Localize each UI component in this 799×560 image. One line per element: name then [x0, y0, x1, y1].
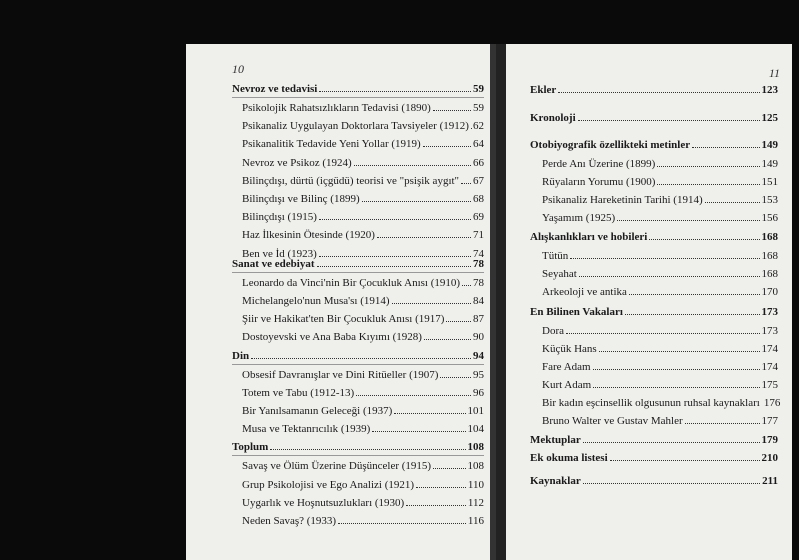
toc-item: [542, 249, 778, 263]
dot-leader: [461, 183, 471, 184]
toc-item: [542, 175, 778, 189]
dot-leader: [377, 237, 471, 238]
dot-leader: [570, 258, 759, 259]
page-ref: 179: [761, 434, 778, 446]
page-ref: 64: [473, 138, 484, 150]
page-ref: 174: [761, 343, 778, 355]
toc-item: [242, 422, 484, 436]
toc-item: [242, 330, 484, 344]
page-ref: 68: [473, 193, 484, 205]
toc-item: [542, 378, 778, 392]
dot-leader: [317, 266, 472, 267]
toc-item: [242, 137, 484, 151]
toc-item: [242, 210, 484, 224]
page-ref: 59: [473, 83, 484, 95]
section-title: Nevroz ve tedavisi: [232, 83, 318, 95]
toc-section: [530, 433, 778, 447]
page-ref: 110: [467, 479, 484, 491]
item-title: Bir kadın eşcinsellik olgusunun ruhsal kaynakları: [542, 397, 760, 409]
dot-leader: [319, 91, 471, 92]
left-page: [186, 44, 496, 560]
toc-item: [542, 360, 778, 374]
dot-leader: [599, 351, 760, 352]
toc-item: [542, 267, 778, 281]
page-ref: 67: [473, 175, 484, 187]
item-title: Rüyaların Yorumu (1900): [542, 176, 656, 188]
page-ref: 112: [467, 497, 484, 509]
toc-section: [530, 83, 778, 97]
item-title: Şiir ve Hakikat'ten Bir Çocukluk Anısı (1917): [242, 313, 445, 325]
dot-leader: [558, 92, 759, 93]
toc-section: [232, 349, 484, 363]
page-ref: 210: [761, 452, 778, 464]
toc-item: [242, 496, 484, 510]
toc-item: [242, 119, 484, 133]
toc-section: [530, 474, 778, 488]
page-ref: 174: [761, 361, 778, 373]
dot-leader: [433, 110, 471, 111]
page-ref: 84: [473, 295, 484, 307]
page-number: 10: [232, 62, 244, 76]
page-ref: 125: [761, 112, 778, 124]
dot-leader: [446, 321, 471, 322]
dot-leader: [579, 276, 760, 277]
toc-section: [530, 111, 778, 125]
page-ref: 123: [761, 84, 778, 96]
dot-leader: [372, 431, 465, 432]
toc-item: [242, 294, 484, 308]
toc-section: [232, 440, 484, 454]
toc-item: [542, 285, 778, 299]
item-title: Perde Anı Üzerine (1899): [542, 158, 656, 170]
dot-leader: [649, 239, 759, 240]
dot-leader: [578, 120, 760, 121]
page-ref: 149: [761, 139, 778, 151]
dot-leader: [416, 487, 466, 488]
page-ref: 211: [762, 475, 778, 487]
item-title: Bir Yanılsamanın Geleceği (1937): [242, 405, 393, 417]
toc-section: [530, 305, 778, 319]
section-title: Kronoloji: [530, 112, 576, 124]
dot-leader: [617, 220, 759, 221]
toc-item: [542, 157, 778, 171]
toc-section: [530, 230, 778, 244]
item-title: Bruno Walter ve Gustav Mahler: [542, 415, 683, 427]
item-title: Tütün: [542, 250, 569, 262]
toc-item: [242, 404, 484, 418]
item-title: Michelangelo'nun Musa'sı (1914): [242, 295, 390, 307]
toc-item: [242, 459, 484, 473]
toc-section: [530, 451, 778, 465]
section-rule: [232, 364, 484, 365]
page-ref: 116: [467, 515, 484, 527]
page-ref: 74: [473, 248, 484, 260]
item-title: Obsesif Davranışlar ve Dini Ritüeller (1907): [242, 369, 439, 381]
toc-item: [542, 324, 778, 338]
toc-item: [542, 414, 778, 428]
page-ref: 104: [467, 423, 484, 435]
dot-leader: [406, 505, 466, 506]
dot-leader: [338, 523, 466, 524]
dot-leader: [251, 358, 471, 359]
dot-leader: [705, 202, 760, 203]
page-ref: 108: [467, 441, 484, 453]
toc-item: [242, 386, 484, 400]
toc-item: [542, 211, 778, 225]
item-title: Arkeoloji ve antika: [542, 286, 627, 298]
section-title: Ekler: [530, 84, 557, 96]
page-ref: 66: [473, 157, 484, 169]
dot-leader: [583, 483, 760, 484]
page-ref: 90: [473, 331, 484, 343]
page-ref: 175: [761, 379, 778, 391]
toc-item: [542, 342, 778, 356]
section-rule: [232, 455, 484, 456]
page-ref: 168: [761, 268, 778, 280]
section-title: Toplum: [232, 441, 269, 453]
page-ref: 96: [473, 387, 484, 399]
page-ref: 173: [761, 325, 778, 337]
dot-leader: [440, 377, 471, 378]
toc-item: [242, 101, 484, 115]
dot-leader: [593, 387, 759, 388]
page-ref: 69: [473, 211, 484, 223]
dot-leader: [433, 468, 465, 469]
item-title: Psikanaliz Uygulayan Doktorlara Tavsiyeler (1912): [242, 120, 469, 132]
item-title: Ben ve İd (1923): [242, 248, 317, 260]
section-title: Otobiyografik özellikteki metinler: [530, 139, 691, 151]
toc-item: [242, 368, 484, 382]
item-title: Leonardo da Vinci'nin Bir Çocukluk Anısı (1910): [242, 277, 461, 289]
toc-item: [242, 514, 484, 528]
item-title: Seyahat: [542, 268, 577, 280]
section-title: Ek okuma listesi: [530, 452, 608, 464]
dot-leader: [362, 201, 471, 202]
toc-section: [232, 82, 484, 96]
section-title: Din: [232, 350, 250, 362]
item-title: Haz İlkesinin Ötesinde (1920): [242, 229, 375, 241]
toc-item: [542, 396, 781, 410]
page-ref: 95: [473, 369, 484, 381]
dot-leader: [356, 395, 471, 396]
page-number: 11: [768, 66, 780, 80]
dot-leader: [583, 442, 760, 443]
section-rule: [232, 97, 484, 98]
item-title: Bilinçdışı (1915): [242, 211, 317, 223]
page-ref: 177: [761, 415, 778, 427]
dot-leader: [392, 303, 471, 304]
page-ref: 149: [761, 158, 778, 170]
item-title: Küçük Hans: [542, 343, 597, 355]
section-title: Alışkanlıkları ve hobileri: [530, 231, 648, 243]
item-title: Neden Savaş? (1933): [242, 515, 337, 527]
item-title: Yaşamım (1925): [542, 212, 616, 224]
dot-leader: [629, 294, 760, 295]
toc-item: [242, 478, 484, 492]
item-title: Psikanaliz Hareketinin Tarihi (1914): [542, 194, 703, 206]
section-title: Sanat ve edebiyat: [232, 258, 315, 270]
page-ref: 108: [467, 460, 484, 472]
toc-item: [242, 156, 484, 170]
book-gutter: [496, 44, 506, 560]
page-ref: 153: [761, 194, 778, 206]
page-ref: 87: [473, 313, 484, 325]
toc-item: [242, 312, 484, 326]
item-title: Kurt Adam: [542, 379, 592, 391]
dot-leader: [394, 413, 465, 414]
dot-leader: [319, 219, 471, 220]
right-page: [506, 44, 792, 560]
item-title: Savaş ve Ölüm Üzerine Düşünceler (1915): [242, 460, 432, 472]
page-ref: 59: [473, 102, 484, 114]
item-title: Bilinçdışı ve Bilinç (1899): [242, 193, 360, 205]
dot-leader: [657, 166, 759, 167]
toc-section: [232, 257, 484, 271]
item-title: Musa ve Tektanrıcılık (1939): [242, 423, 371, 435]
dot-leader: [657, 184, 759, 185]
item-title: Nevroz ve Psikoz (1924): [242, 157, 352, 169]
dot-leader: [692, 147, 759, 148]
dot-leader: [423, 146, 471, 147]
dot-leader: [593, 369, 760, 370]
dot-leader: [462, 285, 471, 286]
page-ref: 168: [761, 250, 778, 262]
page-ref: 94: [473, 350, 484, 362]
section-title: Kaynaklar: [530, 475, 581, 487]
dot-leader: [685, 423, 760, 424]
toc-item: [242, 192, 484, 206]
section-title: Mektuplar: [530, 434, 581, 446]
dot-leader: [610, 460, 760, 461]
page-ref: 170: [761, 286, 778, 298]
page-ref: 78: [473, 258, 484, 270]
item-title: Dora: [542, 325, 564, 337]
page-ref: 78: [473, 277, 484, 289]
page-ref: 173: [761, 306, 778, 318]
toc-item: [242, 276, 484, 290]
dot-leader: [270, 449, 465, 450]
dot-leader: [354, 165, 471, 166]
item-title: Fare Adam: [542, 361, 591, 373]
toc-item: [242, 228, 484, 242]
page-ref: 101: [467, 405, 484, 417]
section-title: En Bilinen Vakaları: [530, 306, 623, 318]
toc-section: [530, 138, 778, 152]
toc-item: [242, 174, 484, 188]
toc-item: [542, 193, 778, 207]
page-ref: 156: [761, 212, 778, 224]
item-title: Psikolojik Rahatsızlıkların Tedavisi (1890): [242, 102, 431, 114]
item-title: Totem ve Tabu (1912-13): [242, 387, 355, 399]
dot-leader: [566, 333, 760, 334]
page-ref: 168: [761, 231, 778, 243]
section-rule: [232, 272, 484, 273]
item-title: Bilinçdışı, dürtü (içgüdü) teorisi ve "psişik aygıt": [242, 175, 460, 187]
item-title: Grup Psikolojisi ve Ego Analizi (1921): [242, 479, 415, 491]
page-ref: 176: [763, 397, 781, 409]
page-ref: 151: [761, 176, 778, 188]
dot-leader: [424, 339, 471, 340]
page-ref: 71: [473, 229, 484, 241]
item-title: Uygarlık ve Hoşnutsuzlukları (1930): [242, 497, 405, 509]
item-title: Psikanalitik Tedavide Yeni Yollar (1919): [242, 138, 421, 150]
dot-leader: [625, 314, 760, 315]
page-ref: 62: [473, 120, 484, 132]
item-title: Dostoyevski ve Ana Baba Kıyımı (1928): [242, 331, 422, 343]
